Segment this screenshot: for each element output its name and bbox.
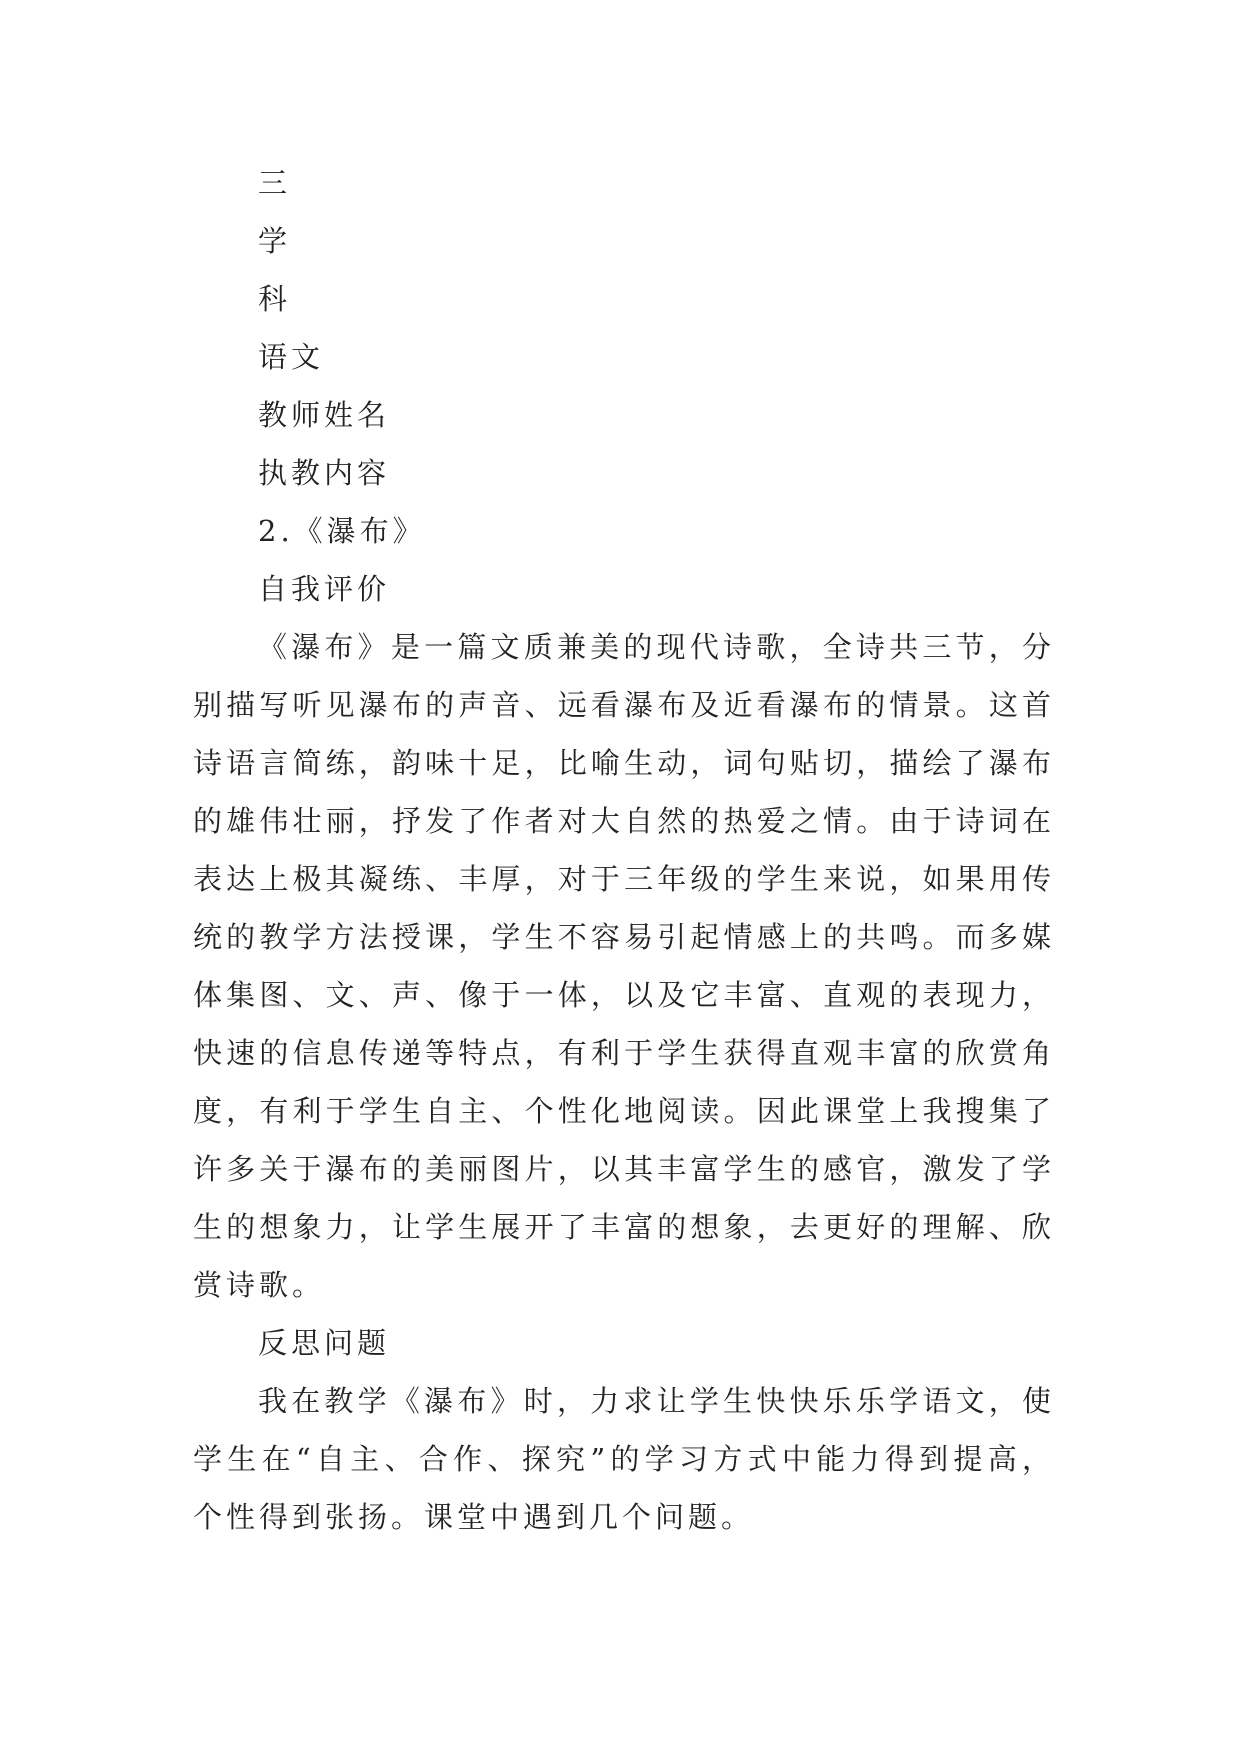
paragraph-line: 度，有利于学生自主、个性化地阅读。因此课堂上我搜集了 [193,1094,1051,1128]
paragraph-line: 个性得到张扬。课堂中遇到几个问题。 [193,1500,755,1534]
paragraph-line: 体集图、文、声、像于一体，以及它丰富、直观的表现力， [193,978,1051,1012]
subject-label-part-1: 学 [258,224,292,258]
paragraph-line: 的雄伟壮丽，抒发了作者对大自然的热爱之情。由于诗词在 [193,804,1051,838]
section-heading-self-evaluation: 自我评价 [258,572,391,606]
teaching-content-value: 2.《瀑布》 [258,514,426,548]
subject-value: 语文 [258,340,325,374]
teacher-name-label: 教师姓名 [258,398,391,432]
paragraph-line: 诗语言简练，韵味十足，比喻生动，词句贴切，描绘了瀑布 [193,746,1051,780]
paragraph-line: 《瀑布》是一篇文质兼美的现代诗歌，全诗共三节，分 [258,630,1051,664]
grade-field: 三 [258,166,292,200]
subject-label-part-2: 科 [258,282,292,316]
paragraph-line: 赏诗歌。 [193,1268,326,1302]
paragraph-line: 我在教学《瀑布》时，力求让学生快快乐乐学语文，使 [258,1384,1051,1418]
document-body [193,154,1051,1546]
paragraph-line: 学生在“自主、合作、探究”的学习方式中能力得到提高， [193,1442,1051,1476]
section-heading-reflection: 反思问题 [258,1326,391,1360]
paragraph-line: 表达上极其凝练、丰厚，对于三年级的学生来说，如果用传 [193,862,1051,896]
paragraph-line: 统的教学方法授课，学生不容易引起情感上的共鸣。而多媒 [193,920,1051,954]
self-evaluation-paragraph [193,618,1051,1314]
teaching-content-label: 执教内容 [258,456,391,490]
paragraph-line: 生的想象力，让学生展开了丰富的想象，去更好的理解、欣 [193,1210,1051,1244]
paragraph-line: 许多关于瀑布的美丽图片，以其丰富学生的感官，激发了学 [193,1152,1051,1186]
paragraph-line: 快速的信息传递等特点，有利于学生获得直观丰富的欣赏角 [193,1036,1051,1070]
reflection-paragraph [193,1372,1051,1546]
paragraph-line: 别描写听见瀑布的声音、远看瀑布及近看瀑布的情景。这首 [193,688,1051,722]
